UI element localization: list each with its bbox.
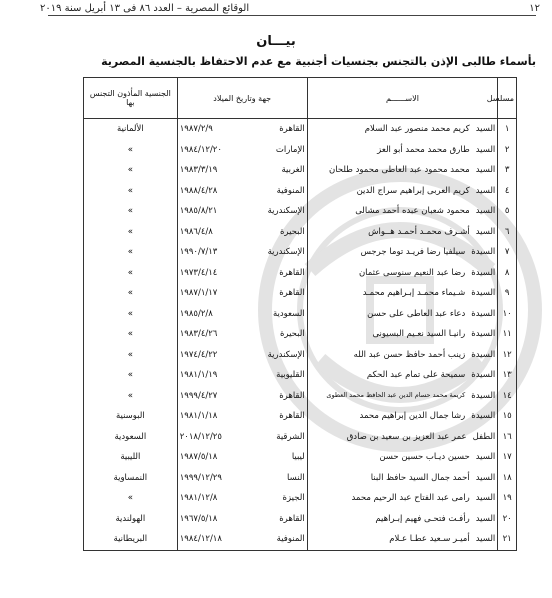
row-birth-date: ١٩٨٦/٤/٨ — [179, 226, 213, 237]
row-name-cell — [307, 509, 498, 530]
row-nationality: الألمانية — [84, 119, 178, 140]
row-title: السيد — [475, 165, 496, 176]
row-birth-date: ١٩٨٧/٢/٩ — [179, 124, 213, 135]
row-birth-place: النسا — [286, 472, 305, 483]
row-birth-date: ١٩٨٤/١٢/١٨ — [179, 534, 222, 545]
row-birth-place: القاهرة — [279, 411, 305, 422]
row-nationality: الليبية — [84, 447, 178, 468]
row-title: السيد — [475, 185, 496, 196]
row-title: السيد — [475, 124, 496, 135]
row-name: محمد محمود عبد العاطى محمود طلحان — [329, 165, 470, 176]
header-birth: جهة وتاريخ الميلاد — [177, 78, 307, 119]
row-serial: ١٣ — [498, 365, 517, 386]
row-name-cell — [307, 304, 498, 325]
row-title: السيدة — [471, 370, 496, 381]
row-birth-cell — [177, 427, 307, 448]
row-name: سميحة على تمام عبد الحكم — [366, 370, 466, 381]
row-birth-cell — [177, 324, 307, 345]
table-row — [84, 222, 517, 243]
row-nationality: النمساوية — [84, 468, 178, 489]
row-birth-cell — [177, 468, 307, 489]
row-title: السيد — [475, 452, 496, 463]
row-serial: ١٠ — [498, 304, 517, 325]
row-name: سيلفيا رضا فريـد توما جرجس — [360, 247, 466, 258]
table-row — [84, 488, 517, 509]
row-title: السيد — [475, 472, 496, 483]
row-birth-place: البحيرة — [279, 329, 305, 340]
row-birth-place: الإسكندرية — [267, 247, 305, 258]
table-row — [84, 468, 517, 489]
table-row — [84, 283, 517, 304]
applicants-table — [83, 77, 517, 551]
row-birth-date: ١٩٨١/١/١٨ — [179, 411, 218, 422]
row-birth-place: البحيرة — [279, 226, 305, 237]
row-serial: ٨ — [498, 263, 517, 284]
row-serial: ٦ — [498, 222, 517, 243]
row-birth-cell — [177, 529, 307, 550]
row-title: السيدة — [471, 411, 496, 422]
row-birth-date: ١٩٨٤/١٢/٢٠ — [179, 144, 222, 155]
document-subtitle: بأسماء طالبى الإذن بالتجنس بجنسيات أجنبية مع عدم الاحتفاظ بالجنسية المصرية — [101, 55, 536, 68]
row-name: دعاء عبد العاطى على حسن — [367, 308, 466, 319]
row-nationality: السعودية — [84, 427, 178, 448]
row-name-cell — [307, 365, 498, 386]
row-name-cell — [307, 283, 498, 304]
row-birth-date: ١٩٨٥/٨/٢١ — [179, 206, 218, 217]
row-birth-place: الإمارات — [275, 144, 305, 155]
row-birth-date: ١٩٨١/١/١٩ — [179, 370, 218, 381]
row-name-cell — [307, 160, 498, 181]
row-name: حسين ديـاب حسين حسن — [379, 452, 470, 463]
row-birth-place: القاهرة — [279, 513, 305, 524]
row-birth-place: الغربية — [281, 165, 305, 176]
row-serial: ١١ — [498, 324, 517, 345]
row-name-cell — [307, 201, 498, 222]
row-serial: ٧ — [498, 242, 517, 263]
row-serial: ٩ — [498, 283, 517, 304]
row-birth-cell — [177, 160, 307, 181]
row-serial: ١ — [498, 119, 517, 140]
row-serial: ٢١ — [498, 529, 517, 550]
row-birth-cell — [177, 488, 307, 509]
header-divider — [48, 15, 536, 16]
publication-line: الوقائع المصرية – العدد ٨٦ فى ١٣ أبريل سنة ٢٠١٩ — [40, 2, 250, 14]
row-birth-place: السعودية — [272, 308, 305, 319]
row-name: زينب أحمد حافظ حسن عبد الله — [353, 349, 466, 360]
row-serial: ١٤ — [498, 386, 517, 407]
table-row — [84, 140, 517, 161]
row-birth-cell — [177, 242, 307, 263]
table-row — [84, 427, 517, 448]
row-name-cell — [307, 447, 498, 468]
page-number: ١٢ — [529, 2, 540, 14]
row-name: عمر عبد العزيز بن سعيد بن صادق — [346, 431, 467, 442]
row-nationality: » — [84, 365, 178, 386]
row-serial: ١٦ — [498, 427, 517, 448]
row-birth-date: ١٩٧٤/٤/٢٢ — [179, 349, 218, 360]
row-birth-cell — [177, 263, 307, 284]
row-birth-cell — [177, 345, 307, 366]
row-serial: ٤ — [498, 181, 517, 202]
row-name-cell — [307, 406, 498, 427]
row-serial: ٣ — [498, 160, 517, 181]
row-name-cell — [307, 181, 498, 202]
row-name: رشا جمال الدين إبراهيم محمد — [359, 411, 466, 422]
row-birth-cell — [177, 119, 307, 140]
row-serial: ١٨ — [498, 468, 517, 489]
row-name: أشـرف محمـد أحمـد هــواش — [368, 226, 470, 237]
row-title: السيدة — [471, 329, 496, 340]
table-row — [84, 529, 517, 550]
row-nationality: » — [84, 160, 178, 181]
row-title: الطفل — [472, 431, 496, 442]
table-row — [84, 324, 517, 345]
row-birth-cell — [177, 222, 307, 243]
row-birth-place: القاهرة — [279, 390, 305, 401]
document-title: بيـــان — [256, 34, 296, 49]
table-row — [84, 160, 517, 181]
row-name-cell — [307, 427, 498, 448]
row-birth-place: الشرقية — [276, 431, 305, 442]
row-birth-date: ١٩٩٠/٧/١٣ — [179, 247, 218, 258]
row-title: السيد — [475, 513, 496, 524]
row-nationality: » — [84, 222, 178, 243]
row-name: رانيـا السيد نعـيم البسيونى — [372, 329, 466, 340]
row-birth-date: ١٩٨١/١٢/٨ — [179, 493, 218, 504]
row-name-cell — [307, 324, 498, 345]
row-birth-date: ٢٠١٨/١٢/٢٥ — [179, 431, 222, 442]
row-name: محمود شعبان عبده أحمد مشالى — [355, 206, 470, 217]
row-name: أميـر سـعيد عطـا عـلام — [389, 534, 470, 545]
row-title: السيدة — [471, 267, 496, 278]
row-title: السيد — [475, 144, 496, 155]
table-row — [84, 447, 517, 468]
row-name-cell — [307, 119, 498, 140]
row-birth-date: ١٩٨٨/٤/٢٨ — [179, 185, 218, 196]
table-row — [84, 406, 517, 427]
header-serial: مسلسل — [498, 78, 517, 119]
table-row — [84, 263, 517, 284]
row-serial: ٥ — [498, 201, 517, 222]
row-birth-date: ١٩٨٧/٥/١٨ — [179, 452, 218, 463]
row-serial: ١٥ — [498, 406, 517, 427]
table-row — [84, 242, 517, 263]
row-birth-cell — [177, 181, 307, 202]
row-name-cell — [307, 263, 498, 284]
row-title: السيد — [475, 206, 496, 217]
table-row — [84, 181, 517, 202]
row-birth-date: ١٩٦٧/٥/١٨ — [179, 513, 218, 524]
table-row — [84, 304, 517, 325]
row-serial: ١٩ — [498, 488, 517, 509]
row-name: طارق محمد محمد أبو العز — [377, 144, 470, 155]
table-header-row — [84, 78, 517, 119]
row-birth-cell — [177, 304, 307, 325]
row-name: كريمة محمد حسام الدين عبد الحافظ محمد العطوى — [326, 390, 466, 399]
row-title: السيدة — [471, 349, 496, 360]
row-name-cell — [307, 488, 498, 509]
row-name: أحمد جمال السيد حافظ البنا — [370, 472, 470, 483]
row-nationality: » — [84, 181, 178, 202]
row-birth-place: القاهرة — [279, 267, 305, 278]
row-name-cell — [307, 242, 498, 263]
table-row — [84, 119, 517, 140]
header-nationality: الجنسية المأذون التجنس بها — [84, 78, 178, 119]
row-title: السيد — [475, 534, 496, 545]
row-nationality: » — [84, 242, 178, 263]
row-serial: ٢ — [498, 140, 517, 161]
row-title: السيد — [475, 226, 496, 237]
row-birth-cell — [177, 283, 307, 304]
row-title: السيدة — [471, 288, 496, 299]
header-name: الاســــــم — [307, 78, 498, 119]
row-serial: ٢٠ — [498, 509, 517, 530]
table-row — [84, 365, 517, 386]
row-nationality: » — [84, 304, 178, 325]
row-name: رضا عبد النعيم سنوسى عثمان — [358, 267, 466, 278]
row-birth-cell — [177, 201, 307, 222]
row-birth-place: القليوبية — [276, 370, 305, 381]
row-nationality: » — [84, 263, 178, 284]
row-nationality: » — [84, 386, 178, 407]
row-nationality: البريطانية — [84, 529, 178, 550]
table-row — [84, 345, 517, 366]
table-row — [84, 509, 517, 530]
row-name: رامى عبد الفتاح عبد الرحيم محمد — [351, 493, 470, 504]
row-nationality: » — [84, 201, 178, 222]
row-title: السيدة — [471, 308, 496, 319]
row-birth-place: المنوفية — [276, 534, 305, 545]
row-birth-cell — [177, 406, 307, 427]
row-name: رأفـت فتحـى فهيم إبـراهيم — [375, 513, 470, 524]
row-name: كريم العربى إبراهيم سراج الدين — [356, 185, 470, 196]
row-name-cell — [307, 468, 498, 489]
row-nationality: الهولندية — [84, 509, 178, 530]
row-name-cell — [307, 345, 498, 366]
row-birth-place: الجيزة — [282, 493, 305, 504]
table-row — [84, 201, 517, 222]
row-birth-date: ١٩٩٩/٤/٢٧ — [179, 390, 218, 401]
row-serial: ١٢ — [498, 345, 517, 366]
row-birth-place: ليبيا — [291, 452, 305, 463]
row-title: السيدة — [471, 247, 496, 258]
row-birth-cell — [177, 365, 307, 386]
row-birth-date: ١٩٨٥/٢/٨ — [179, 308, 213, 319]
row-birth-date: ١٩٨٣/٣/١٩ — [179, 165, 218, 176]
row-birth-place: الإسكندرية — [267, 349, 305, 360]
row-birth-cell — [177, 509, 307, 530]
row-birth-date: ١٩٩٩/١٢/٢٩ — [179, 472, 222, 483]
row-name: شـيماء محمـد إبـراهيم محمـد — [362, 288, 466, 299]
row-nationality: » — [84, 324, 178, 345]
row-nationality: » — [84, 283, 178, 304]
row-birth-place: القاهرة — [279, 288, 305, 299]
row-birth-cell — [177, 447, 307, 468]
row-nationality: » — [84, 488, 178, 509]
row-birth-date: ١٩٨٧/١/١٧ — [179, 288, 218, 299]
row-nationality: البوسنية — [84, 406, 178, 427]
row-name-cell — [307, 529, 498, 550]
row-name: كريم محمد منصور عبد السلام — [364, 124, 470, 135]
row-birth-date: ١٩٧٣/٤/١٤ — [179, 267, 218, 278]
row-name-cell — [307, 140, 498, 161]
row-nationality: » — [84, 345, 178, 366]
table-row — [84, 386, 517, 407]
row-title: السيد — [475, 493, 496, 504]
row-birth-place: القاهرة — [279, 124, 305, 135]
row-birth-cell — [177, 140, 307, 161]
page-header — [40, 0, 540, 16]
row-birth-cell — [177, 386, 307, 407]
row-nationality: » — [84, 140, 178, 161]
row-birth-place: الإسكندرية — [267, 206, 305, 217]
row-name-cell — [307, 386, 498, 407]
row-birth-date: ١٩٨٣/٤/٢٦ — [179, 329, 218, 340]
row-birth-place: المنوفية — [276, 185, 305, 196]
row-title: السيدة — [471, 390, 496, 401]
row-serial: ١٧ — [498, 447, 517, 468]
row-name-cell — [307, 222, 498, 243]
